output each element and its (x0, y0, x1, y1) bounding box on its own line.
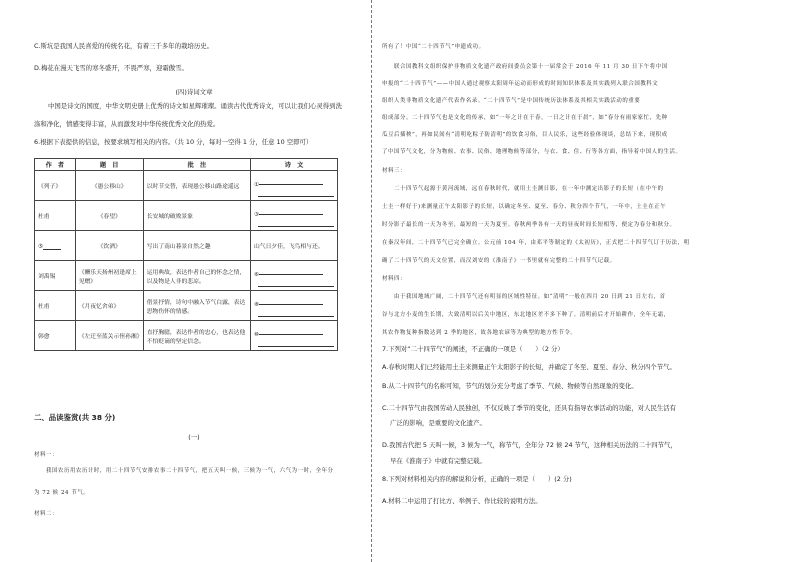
question-7-option-c[interactable]: C.二十四节气由我国劳动人民独创，不仅反映了季节的变化，还具有指导农事活动的功能，对人民生活有 (382, 404, 677, 412)
answer-blank[interactable] (258, 278, 334, 287)
cell-poem (251, 321, 338, 351)
cell-author: 刘禹锡 (35, 261, 76, 291)
question-8: 8.下列对材料相关内容的解说和分析，正确的一项是（ ）(2 分) (382, 475, 572, 483)
section-title: (四)诗词文章 (175, 88, 213, 96)
paragraph-line: 土圭一样好于)来测量正午太阳影子的长短，以确定冬至、夏至、春分、秋分四个节气，一年中，土圭在正午 (382, 204, 667, 210)
cell-note: 运用典故，表达作者自己的怀念之情，以及物是人非的悲凉。 (143, 261, 250, 291)
column-divider (371, 0, 372, 562)
question-7-option-d-cont: 早在《淮南子》中就有完整记载。 (390, 457, 486, 465)
intro-line-1: 中国是诗文的国度，中华文明史册上优秀的诗文如星辉璀璨。诵读古代优秀诗文，可以让我们心灵得到洗 (48, 102, 342, 110)
question-7: 7.下列对“二十四节气”的阐述，不正确的一项是（ ）（2 分） (382, 345, 564, 353)
question-7-option-d[interactable]: D.我国古代把 5 天叫一候，3 候为一气，称节气，全年分 72 候 24 节气，这种相关历法的二十四节气， (382, 441, 677, 449)
cell-title: 《春望》 (75, 201, 143, 231)
answer-blank[interactable] (258, 338, 334, 347)
paragraph-line: 组织人类非物质文化遗产代表作名录。“二十四节气”是中国传统历法体系及其相关实践活动的重要 (382, 98, 641, 104)
paragraph-line: 所有了！中国“二十四节气”申遗成功。 (382, 44, 485, 50)
material-1-line-2: 为 72 候 24 节气。 (34, 490, 90, 496)
table-row (35, 321, 338, 351)
paragraph-line: 瓜豆后插秧”，再如民间有“清明吃粽子防清明”的饮食习俗，目人民乐，这些经验体现谈，总结下来，现积成 (382, 132, 668, 138)
material-3-label: 材料三： (382, 168, 406, 174)
option-d: D.梅花在漫天飞雪的寒冬盛开，不畏严寒，迎霜傲雪。 (34, 64, 188, 72)
paragraph-line: 申报的“二十四节气”——中国人通过观察太阳周年运动而形成的时间知识体系及其实践列入联合国教科文 (382, 81, 659, 87)
answer-blank[interactable]: ⑧ (254, 302, 323, 308)
intro-line-2: 涤和净化，情感变得丰富，从而激发对中华传统优秀文化的热爱。 (34, 120, 220, 128)
material-4-label: 材料四： (382, 276, 406, 282)
question-7-option-a[interactable]: A.春秋时期人们已经能用土圭来测量正午太阳影子的长短，并确定了冬至、夏至、春分、秋分四个节气。 (382, 363, 676, 371)
cell-note: 长安城的破败景象 (143, 201, 250, 231)
header-title: 题 目 (75, 159, 143, 171)
cell-author: 韩愈 (35, 321, 76, 351)
table-row (35, 291, 338, 321)
cell-author: ⑤ (35, 231, 76, 261)
answer-blank[interactable]: ⑥ (254, 272, 323, 278)
subsection-title: (一) (188, 433, 200, 441)
paragraph-line: 谷与北方小麦的生长期，大致清明以后关中地区，东北地区差不多下种了。清明前后才开始耕作，全年无霜， (382, 312, 670, 318)
cell-note: 直抒胸臆，表达作者的忠心，也表达他不怕贬谪的坚定信念。 (143, 321, 250, 351)
cell-title: 《酬乐天扬州初逢席上见赠》 (75, 261, 143, 291)
cell-author: 杜甫 (35, 291, 76, 321)
answer-blank[interactable] (258, 188, 334, 197)
paragraph-line: 确了二十四节气的天文位置，而汉刘安的《淮南子》一书里就有完整的二十四节气记载。 (382, 258, 616, 264)
cell-note: 借景抒情，诗句中融入节气白露，表达思物伤怀的情感。 (143, 291, 250, 321)
paragraph-line: 在秦汉年间，二十四节气已完全确立。公元前 104 年，由邓平等制定的《太初历》，正式把二十四节气订于历法，明 (382, 240, 690, 246)
cell-title: 《左迁至蓝关示侄孙湘》 (75, 321, 143, 351)
paragraph-line: 由于我国地域广阔，二十四节气还有明显的区域性特征。如“清明”一般在四月 20 日到 21 日左右，首 (394, 294, 666, 300)
cell-title: 《月夜忆舍弟》 (75, 291, 143, 321)
table-row (35, 261, 338, 291)
answer-blank[interactable]: ① (254, 182, 323, 188)
answer-blank[interactable]: ③ (254, 212, 323, 218)
table-row (35, 201, 338, 231)
paragraph-line: 时分影子最长的一天为冬至，最短的一天为夏至。春秋两季各有一天的昼夜时间长短相等，便定为春分和秋分。 (382, 222, 676, 228)
poetry-table (34, 158, 338, 351)
material-2-label: 材料二： (34, 511, 58, 517)
table-header-row (35, 159, 338, 171)
paragraph-line: 联合国教科文组织保护非物质文化遗产政府间委员会第十一届常会于 2016 年 11 月 30 日下午将中国 (394, 64, 668, 70)
answer-blank[interactable] (258, 218, 334, 227)
cell-note: 写出了南山暮景自然之趣 (143, 231, 250, 261)
cell-poem: 山气日夕佳，飞鸟相与还。 (251, 231, 338, 261)
material-1-line-1: 我国农历用农历计时，用二十四节气安排农事二十四节气，把五天叫一候，三候为一气，六气为一时，全年分 (46, 468, 334, 474)
option-c: C.斯坑是我国人民喜爱的传统名花，有着三千多年的栽培历史。 (34, 42, 214, 50)
question-8-option-a[interactable]: A.材料二中运用了打比方、举例子、作比较的说明方法。 (382, 497, 542, 505)
material-1-label: 材料一： (34, 452, 58, 458)
part-two-title: 二、品读鉴赏(共 38 分) (34, 413, 116, 422)
cell-poem (251, 291, 338, 321)
question-7-option-b[interactable]: B.从二十四节气的名称可知，节气的划分充分考虑了季节、气候、物候等自然现象的变化。 (382, 382, 638, 390)
header-author: 作 者 (35, 159, 76, 171)
table-row (35, 231, 338, 261)
cell-poem (251, 171, 338, 201)
cell-author: 《列子》 (35, 171, 76, 201)
cell-note: 以时节交替，表现愚公移山路途遥远 (143, 171, 250, 201)
paragraph-line: 了中国节气文化，分为物候、农事、民俗、地理物候等部分，与衣、食、住、行等各方面，指导着中国人的生活。 (382, 149, 682, 155)
cell-title: 《饮酒》 (75, 231, 143, 261)
question-6: 6.根据下表提供的信息，按要求填写相关的内容。（共 10 分，每对一空得 1 分，任意 10 空即可） (34, 138, 313, 146)
cell-poem (251, 201, 338, 231)
header-note: 批 注 (143, 159, 250, 171)
paragraph-line: 二十四节气起源于黄河流域，远在春秋时代，就用土圭测日影，在一年中测定出影子的长短（在中午的 (394, 186, 664, 192)
cell-title: 《愚公移山》 (75, 171, 143, 201)
question-7-option-c-cont: 广泛的影响，是重要的文化遗产。 (390, 419, 486, 427)
header-poem: 诗 文 (251, 159, 338, 171)
answer-blank[interactable]: ⑩ (254, 332, 323, 338)
paragraph-line: 其农作物复种指数达到 2 季的地区，故各地农谚等为典型的地方性节令。 (382, 330, 577, 336)
cell-author: 杜甫 (35, 201, 76, 231)
answer-blank[interactable] (43, 242, 61, 250)
table-row (35, 171, 338, 201)
paragraph-line: 组成部分。二十四节气也是文化的传承，如“一年之计在于春，一日之计在于晨”，如“春分有雨家家忙，先种 (382, 115, 668, 121)
answer-blank[interactable] (258, 308, 334, 317)
cell-poem (251, 261, 338, 291)
